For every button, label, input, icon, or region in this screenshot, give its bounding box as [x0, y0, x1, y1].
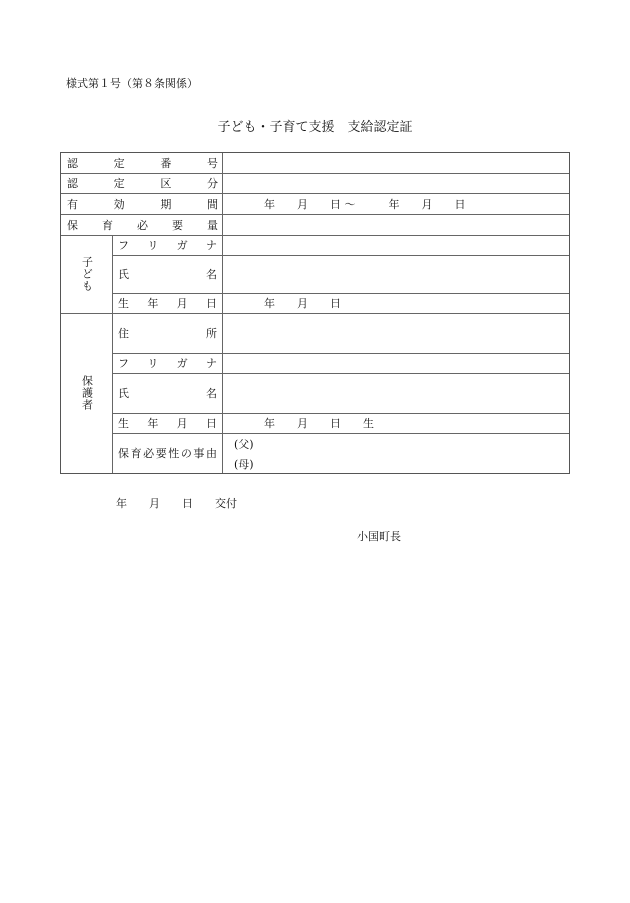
guardian-address-label: 住 所 [118, 327, 217, 340]
form-number: 様式第１号（第８条関係） [66, 77, 198, 90]
guardian-name-label: 氏 名 [118, 387, 217, 400]
child-birthdate-value: 年 月 日 [264, 297, 341, 310]
child-furigana-label: フ リ ガ ナ [118, 239, 217, 252]
child-birthdate-label: 生 年 月 日 [118, 297, 217, 310]
child-name-label: 氏 名 [118, 268, 217, 281]
issue-date: 年 月 日 交付 [116, 497, 237, 510]
certificate-table [60, 152, 570, 474]
guardian-furigana-label: フ リ ガ ナ [118, 357, 217, 370]
reason-mother: (母) [234, 457, 254, 471]
label-certification-number: 認 定 番 号 [67, 157, 218, 170]
childcare-need-reason-label: 保 育 必 要 性 の 事 由 [118, 447, 217, 460]
label-childcare-amount: 保 育 必 要 量 [67, 218, 218, 232]
document-title: 子ども・子育て支援 支給認定証 [217, 120, 413, 135]
guardian-birthdate-value: 年 月 日 生 [264, 417, 374, 430]
guardian-birthdate-label: 生 年 月 日 [118, 417, 217, 430]
guardian-group-label: 保護者 [80, 375, 94, 411]
child-group-label: 子ども [80, 256, 94, 292]
issuer: 小国町長 [357, 530, 401, 543]
validity-period-value: 年 月 日 ～ 年 月 日 [264, 197, 466, 211]
label-validity-period: 有 効 期 間 [67, 197, 218, 211]
label-certification-category: 認 定 区 分 [67, 177, 218, 190]
reason-father: (父) [234, 437, 254, 451]
